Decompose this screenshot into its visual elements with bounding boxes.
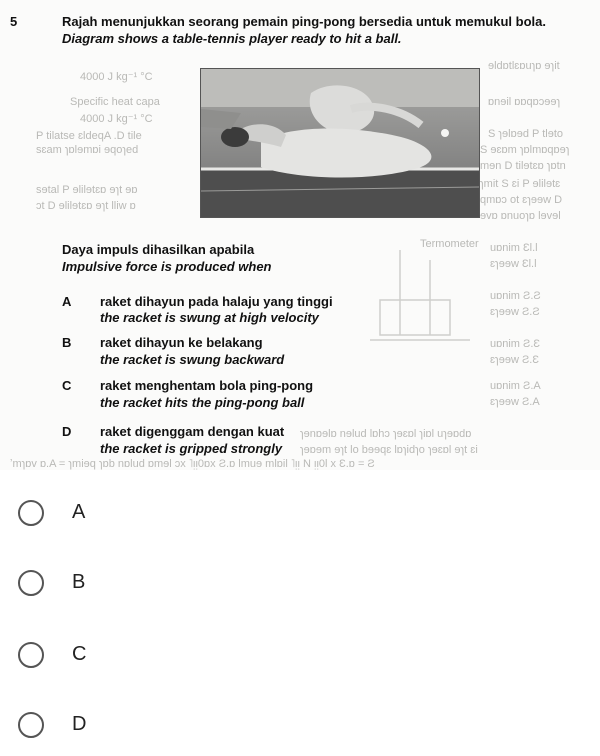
option-d-text-ms: raket digenggam dengan kuat [100, 424, 285, 439]
bleed-through-text: Termometer [420, 238, 479, 250]
answer-choice-d[interactable] [18, 708, 318, 748]
bleed-through-text: ɛɿɘɘw Ƨ.Ɛ [490, 354, 539, 366]
bleed-through-text: qmɒɔ ot ɛɿɘɘw D [480, 194, 563, 206]
bleed-through-text: ɛɿɘɘw Ƨ.Ƨ [490, 306, 540, 318]
answer-choice-b[interactable] [18, 566, 318, 606]
option-c-text-en: the racket hits the ping-pong ball [100, 395, 305, 410]
bleed-through-text: ɿɘɒɘm ɘɿt lo bɘɘqɛ lɒɿidɿo ɿɘɛɒl ɘɿt ɛi [300, 444, 478, 456]
option-a-text-ms: raket dihayun pada halaju yang tinggi [100, 294, 333, 309]
bleed-through-text: Specific heat capa [70, 96, 160, 108]
option-b-text-ms: raket dihayun ke belakang [100, 335, 263, 350]
question-prompt-en: Diagram shows a table-tennis player ready to hit a ball. [62, 31, 402, 46]
bleed-through-text: ɒnɘil ɒɒqɒɔɘɘɿ [488, 96, 561, 108]
answer-choice-c[interactable] [18, 638, 318, 678]
answer-choice-a[interactable] [18, 496, 318, 536]
option-c-text-ms: raket menghentam bola ping-pong [100, 378, 314, 393]
radio-button-a[interactable] [18, 500, 44, 526]
bleed-through-text: 4000 J kg⁻¹ °C [80, 113, 153, 125]
bleed-through-text: 4000 J kg⁻¹ °C [80, 71, 153, 83]
option-b-text-en: the racket is swung backward [100, 352, 285, 367]
bleed-through-text: uɒnim ƐƖ.Ɩ [490, 242, 538, 254]
bleed-through-text: ɔt D ɘlilɘtɛɒ ɘɿt lliw ɒ [36, 200, 136, 212]
radio-button-d[interactable] [18, 712, 44, 738]
radio-button-b[interactable] [18, 570, 44, 596]
bleed-through-text: uɒnim Ƨ.A [490, 380, 541, 392]
question-number: 5 [10, 14, 18, 29]
bleed-through-text: sɛam ɿɒlɘmɒi ɘqoɿed [36, 144, 139, 156]
option-letter-c: C [62, 378, 72, 393]
bleed-through-apparatus [370, 240, 480, 360]
bleed-through-text: S ɿɘlɒɘd P tlɘto [488, 128, 564, 140]
answer-choice-label: C [72, 643, 87, 665]
bleed-through-text: ɛɿɘɘw ƐƖ.Ɩ [490, 258, 537, 270]
answer-choice-label: A [72, 501, 86, 523]
bleed-through-text: ɛɿɘɘw Ƨ.A [490, 396, 540, 408]
bleed-through-text: ʼmɿɒv ɒ.A = ɿmiɘq ɿɒb nɒlud ɒmɘl ɔx ˥ᴉᴉ0ɒx Ƨ.ɒ lmuɘ mlɒil ˥ᴉᴉ N ᴉᴉ0Ɩ x Ɛ.ɒ = Ƨ [10, 458, 375, 470]
option-d-text-en: the racket is gripped strongly [100, 441, 283, 456]
bleed-through-text: ɘvɒ ɒnuoɿɒ lɘvɘl [480, 210, 561, 222]
bleed-through-text: S ɘɛɒm ɿɒlmɒqɒɘɿ [480, 144, 570, 156]
bleed-through-text: mɘn D tilɘtɛɒ ɿɒtn [480, 160, 566, 172]
bleed-through-text: uɒnim Ƨ.Ƨ [490, 290, 541, 302]
answer-choice-label: B [72, 571, 86, 593]
bleed-through-text: ɿɘnɒɘlɒ nɘlud lɒhɔ ɿɘɛɒl ɿiɒl uɿɘɒdɒ [300, 428, 472, 440]
question-stem-ms: Daya impuls dihasilkan apabila [62, 242, 255, 257]
option-letter-b: B [62, 335, 72, 350]
question-prompt-ms: Rajah menunjukkan seorang pemain ping-pong bersedia untuk memukul bola. [62, 14, 546, 29]
bleed-through-text: uɒnim Ƨ.Ɛ [490, 338, 541, 350]
bleed-through-text: P tilatse ɛldeqA .D tile [36, 130, 142, 142]
option-letter-a: A [62, 294, 72, 309]
option-a-text-en: the racket is swung at high velocity [100, 310, 319, 325]
bleed-through-text: ɘldɒtlɛɒuɿɒ ɘɿit [488, 60, 560, 72]
bleed-through-text: sɘtal P ɘlilɘtɛɒ ɘɿt ɘɒ [36, 184, 138, 196]
bleed-through-text: ɿmit S ɛi P ɘlilɘtɛ [480, 178, 561, 190]
option-letter-d: D [62, 424, 72, 439]
radio-button-c[interactable] [18, 642, 44, 668]
table-tennis-player-photo [200, 68, 480, 218]
answer-choice-label: D [72, 713, 87, 735]
question-stem-en: Impulsive force is produced when [62, 259, 272, 274]
